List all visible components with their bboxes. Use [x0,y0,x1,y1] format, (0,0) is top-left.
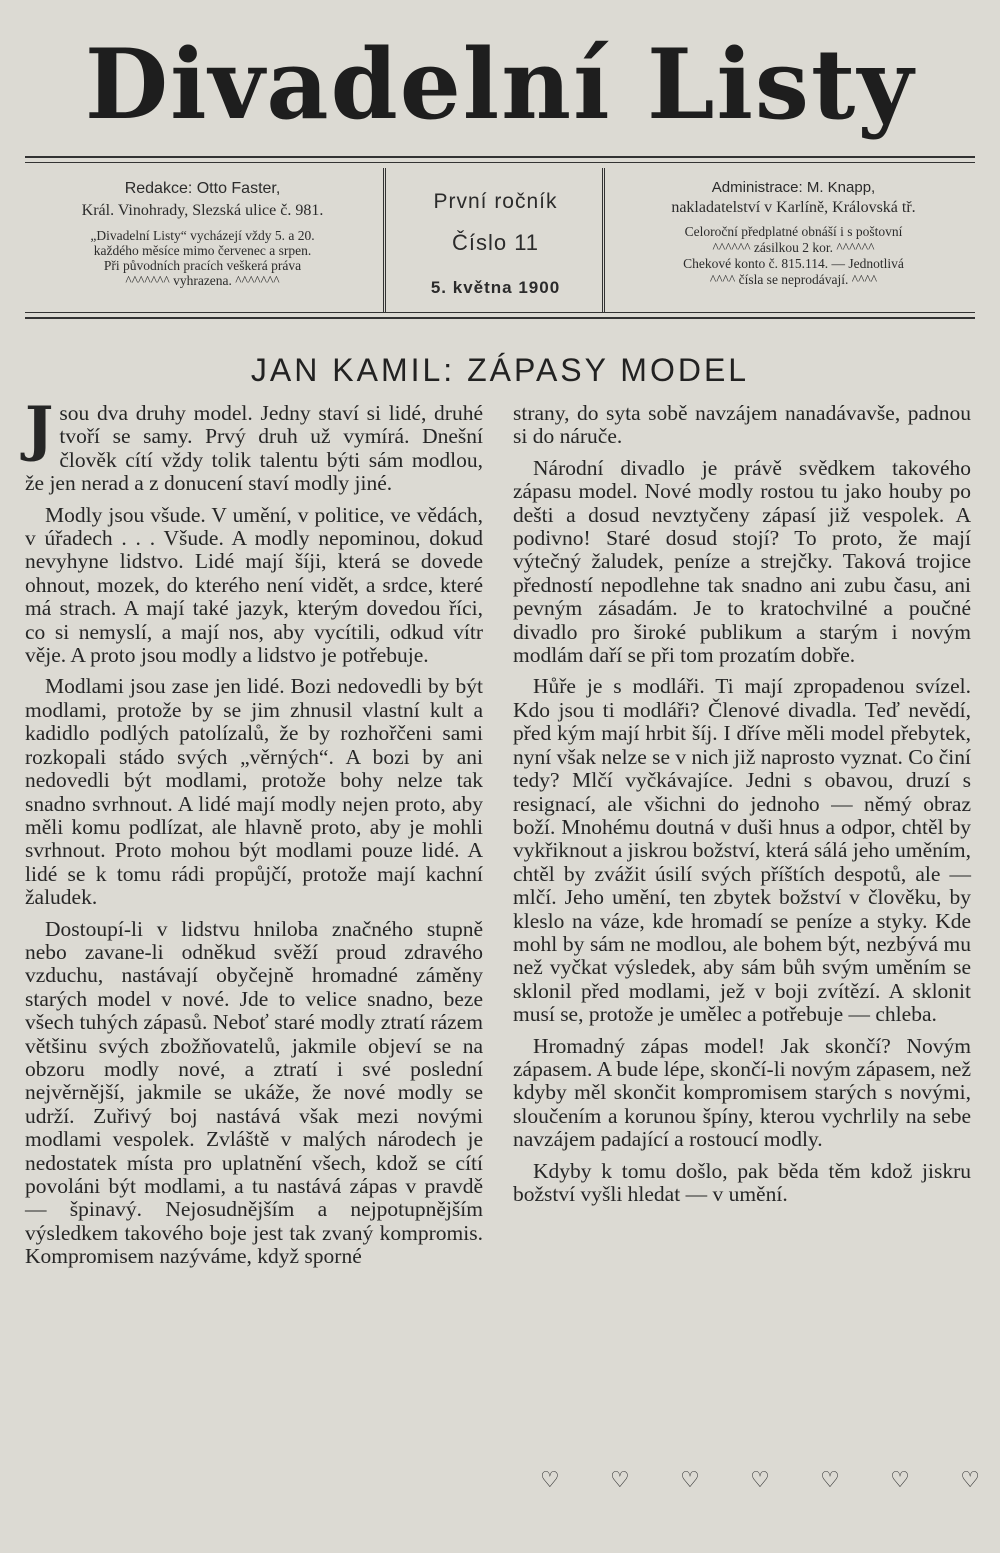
subscription-line-2: ^^^^^^ zásilkou 2 kor. ^^^^^^ [712,240,875,255]
heart-ornament-icon: ♡ [610,1468,630,1493]
paragraph: Kdyby k tomu došlo, pak běda těm kdož jiskru božství vyšli hledat — v umění. [513,1158,971,1206]
article-column-right [513,402,971,1214]
issue-volume: První ročník [433,190,558,213]
paragraph-text: sou dva druhy model. Jedny staví si lidé, druhé tvoří se samy. Prvý druh už vymírá. Dnešní člověk cítí vždy tolik talentu býti sám modlou, že jen nerad a z donucení staví modly jiné. [25,401,483,496]
header-rule-top-thin [25,162,975,163]
ornament-row [540,1468,980,1493]
paragraph: Národní divadlo je právě svědkem takového zápasu model. Nové modly rostou tu jako houby po dešti a dosud nevztyčeny zápasí již vespolek. A podivno! Staré dosud stojí? To proto, že mají výtečný žaludek, peníze a strejčky. Taková trojice předností nepodlehne tak snadno ani zubu času, ani pevným zásadám. Je to kratochvilné a poučné divadlo pro široké publikum a starým i novým modlám daří se při tom prozatím dobře. [513,455,971,668]
paragraph [25,394,483,496]
paragraph: Dostoupí-li v lidstvu hniloba značného stupně nebo zavane-li odněkud svěží proud zdravého vzduchu, nastávají obyčejně hromadné záměny starých model v nové. Jde to velice snadno, beze všech tuhých zápasů. Neboť staré modly ztratí rázem většinu svých zbožňovatelů, jakmile objeví se na obzoru modly nové, a ztratí i své poslední nejvěrnější, jakmile se ukáže, že nové modly se udrží. Zuřivý boj nastává však mezi novými modlami vespolek. Zvláště v malých národech je nedostatek místa pro uplatnění všech, kdož se cítí povoláni být modlami, a tu nastává zápas v pravdě — špinavý. Nejosudnějším a nejpotupnějším výsledkem takového boje jest tak zvaný kompromis. Kompromisem nazýváme, když sporné [25,916,483,1269]
header-rule-bottom-thin [25,312,975,313]
heart-ornament-icon: ♡ [820,1468,840,1493]
publisher-line: nakladatelství v Karlíně, Královská tř. [671,199,916,216]
issue-info [392,170,599,310]
account-line-1: Chekové konto č. 815.114. — Jednotlivá [683,256,904,271]
heart-ornament-icon: ♡ [750,1468,770,1493]
masthead [0,10,1000,160]
heart-ornament-icon: ♡ [890,1468,910,1493]
heart-ornament-icon: ♡ [680,1468,700,1493]
schedule-line-1: „Divadelní Listy“ vycházejí vždy 5. a 20. [90,228,315,243]
rights-line-1: Při původních pracích veškerá práva [103,258,302,273]
issue-number: Číslo 11 [451,230,540,255]
header-rule-bottom [25,317,975,319]
subscription-line-1: Celoroční předplatné obnáší i s poštovní [684,224,903,239]
heart-ornament-icon: ♡ [960,1468,980,1493]
article-column-left [25,394,483,1277]
masthead-title: Divadelní Listy [84,28,916,141]
article-title: JAN KAMIL: ZÁPASY MODEL [250,352,750,388]
editor-address: Král. Vinohrady, Slezská ulice č. 981. [81,202,324,219]
heart-ornament-icon: ♡ [540,1468,560,1493]
rights-line-2: ^^^^^^^ vyhrazena. ^^^^^^^ [125,273,280,288]
admin-line: Administrace: M. Knapp, [711,179,876,196]
paragraph: strany, do syta sobě navzájem nanadávavše, padnou si do náruče. [513,401,971,449]
account-line-2: ^^^^ čísla se neprodávají. ^^^^ [709,272,878,287]
header-divider-right [602,168,605,312]
paragraph: Modlami jsou zase jen lidé. Bozi nedovedli by být modlami, protože by se jim zhnusil vlastní kult a kadidlo podlých patolízalů, že by rozhořčeni sami rozkopali stádo svých „věrných“. A bozi by ani nedovedli být modlami, protože bohy nelze tak snadno svrhnout. A lidé mají modly nejen proto, aby měli komu podlízat, ale hlavně proto, aby je mohli svrhnout. Proto mohou být modlami pouze lidé. A lidé se k tomu rádi propůjčí, protože mají kachní žaludek. [25,674,483,910]
schedule-line-2: každého měsíce mimo červenec a srpen. [93,243,312,258]
editorial-info [25,170,380,310]
paragraph: Modly jsou všude. V umění, v politice, ve vědách, v úřadech . . . Všude. A modly nepominou, dokud nevyhyne lidstvo. Lidé mají šíji, která se dovede ohnout, mozek, do kterého není vidět, a srdce, které má strach. A mají také jazyk, kterým dovedou říci, co si nemyslí, a mají nos, aby vycítili, odkud vítr věje. A proto jsou modly a lidstvo je potřebuje. [25,502,483,668]
issue-date: 5. května 1900 [430,278,561,297]
administration-info [612,170,975,310]
dropcap: J [25,394,54,464]
paragraph: Hůře je s modláři. Ti mají zpropadenou svízel. Kdo jsou ti modláři? Členové divadla. Teď nevědí, před kým mají hrbit šíj. I dříve měli model přebytek, nyní však nelze se v nich již naprosto vyznat. Co činí tedy? Mlčí vyčkávajíce. Jedni s obavou, druzí s resignací, ale všichni do jednoho — němý obraz boží. Mnohému doutná v duši hnus a odpor, chtěl by vykřiknout a jiskrou božství, která sálá jeho uměním, chtěl by zvážit úsilí svých příštích despotů, ale — mlčí. Jeho umění, ten zbytek božství v člověku, by kleslo na váze, kde hromadí se peníze a styky. Kde mohl by sám ne modlou, ale bohem být, nezbývá mu než vyčkat výsledek, aby sám bůh svým uměním se sklonil před modlami, jež v boji zvítězí. A sklonit musí se, protože je umělec a potřebuje — chleba. [513,674,971,1027]
paragraph: Hromadný zápas model! Jak skončí? Novým zápasem. A bude lépe, skončí-li novým zápasem, než kdyby měl skončit kompromisem starých s novými, sloučením a korunou špíny, kterou vychrlily na sebe navzájem padající a rostoucí modly. [513,1033,971,1152]
header-divider-left [383,168,386,312]
header-rule-top [25,156,975,158]
editor-line: Redakce: Otto Faster, [124,180,281,197]
